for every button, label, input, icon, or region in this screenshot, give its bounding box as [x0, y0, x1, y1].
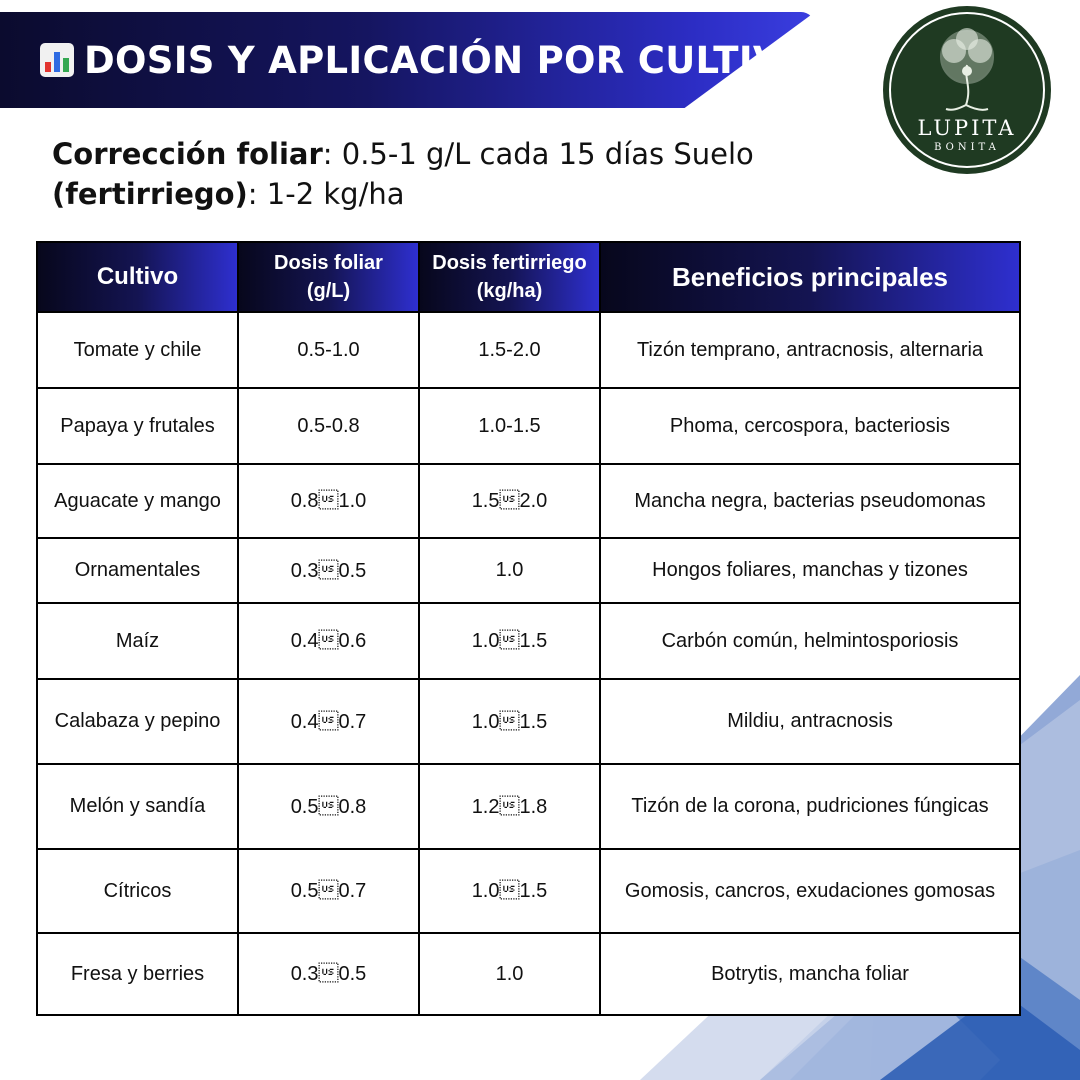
header-content: [40, 12, 813, 108]
brand-logo: [882, 5, 1052, 175]
cell-benefits: Phoma, cercospora, bacteriosis: [600, 388, 1020, 464]
col-header-fert-line1: Dosis fertirriego: [432, 252, 587, 274]
cell-benefits: Tizón de la corona, pudriciones fúngicas: [600, 764, 1020, 849]
table-row: [37, 679, 1020, 764]
table-row: [37, 849, 1020, 933]
col-header-benefits: Beneficios principales: [600, 242, 1020, 312]
table-row: [37, 464, 1020, 538]
col-header-crop: Cultivo: [37, 242, 238, 312]
col-header-foliar: [238, 242, 419, 312]
bar-chart-icon: [40, 43, 74, 77]
cell-foliar: 0.3 0.5: [238, 933, 419, 1015]
cell-fertirriego: 1.0 1.5: [419, 679, 600, 764]
cell-foliar: 0.4 0.6: [238, 603, 419, 679]
table-row: [37, 388, 1020, 464]
soil-label: (fertirriego): [52, 177, 248, 211]
brand-name: LUPITA: [917, 116, 1017, 140]
cell-benefits: Botrytis, mancha foliar: [600, 933, 1020, 1015]
cell-benefits: Mancha negra, bacterias pseudomonas: [600, 464, 1020, 538]
cell-benefits: Carbón común, helmintosporiosis: [600, 603, 1020, 679]
col-header-foliar-line2: (g/L): [306, 280, 351, 302]
col-header-foliar-line1: Dosis foliar: [274, 252, 383, 274]
cell-crop: Maíz: [37, 603, 238, 679]
table-row: [37, 933, 1020, 1015]
cell-foliar: 0.5 0.8: [238, 764, 419, 849]
cell-crop: Aguacate y mango: [37, 464, 238, 538]
table-row: [37, 312, 1020, 388]
cell-benefits: Gomosis, cancros, exudaciones gomosas: [600, 849, 1020, 933]
cell-fertirriego: 1.0: [419, 538, 600, 603]
soil-text: : 1-2 kg/ha: [247, 177, 405, 211]
cell-fertirriego: 1.5 2.0: [419, 464, 600, 538]
cell-foliar: 0.5-1.0: [238, 312, 419, 388]
cell-foliar: 0.5 0.7: [238, 849, 419, 933]
cell-fertirriego: 1.2 1.8: [419, 764, 600, 849]
table-row: [37, 538, 1020, 603]
cell-benefits: Hongos foliares, manchas y tizones: [600, 538, 1020, 603]
cell-crop: Calabaza y pepino: [37, 679, 238, 764]
cell-benefits: Tizón temprano, antracnosis, alternaria: [600, 312, 1020, 388]
cell-foliar: 0.5-0.8: [238, 388, 419, 464]
dosage-summary: [52, 134, 812, 214]
col-header-fert-line2: (kg/ha): [476, 280, 543, 302]
cell-crop: Melón y sandía: [37, 764, 238, 849]
dosage-table: [36, 241, 1021, 1016]
table-row: [37, 764, 1020, 849]
brand-subname: BONITA: [934, 142, 1000, 153]
foliar-label: Corrección foliar: [52, 137, 323, 171]
cell-crop: Tomate y chile: [37, 312, 238, 388]
cell-crop: Papaya y frutales: [37, 388, 238, 464]
page-title: DOSIS Y APLICACIÓN POR CULTIVO: [84, 38, 813, 82]
cell-foliar: 0.4 0.7: [238, 679, 419, 764]
cell-crop: Fresa y berries: [37, 933, 238, 1015]
cell-crop: Ornamentales: [37, 538, 238, 603]
col-header-fertirriego: [419, 242, 600, 312]
cell-fertirriego: 1.0 1.5: [419, 603, 600, 679]
cell-fertirriego: 1.0: [419, 933, 600, 1015]
table-header-row: [37, 242, 1020, 312]
cell-fertirriego: 1.0-1.5: [419, 388, 600, 464]
cell-fertirriego: 1.0 1.5: [419, 849, 600, 933]
cell-foliar: 0.3 0.5: [238, 538, 419, 603]
foliar-text: : 0.5-1 g/L cada 15 días Suelo: [322, 137, 754, 171]
cell-fertirriego: 1.5-2.0: [419, 312, 600, 388]
table-row: [37, 603, 1020, 679]
cell-benefits: Mildiu, antracnosis: [600, 679, 1020, 764]
cell-foliar: 0.8 1.0: [238, 464, 419, 538]
cell-crop: Cítricos: [37, 849, 238, 933]
